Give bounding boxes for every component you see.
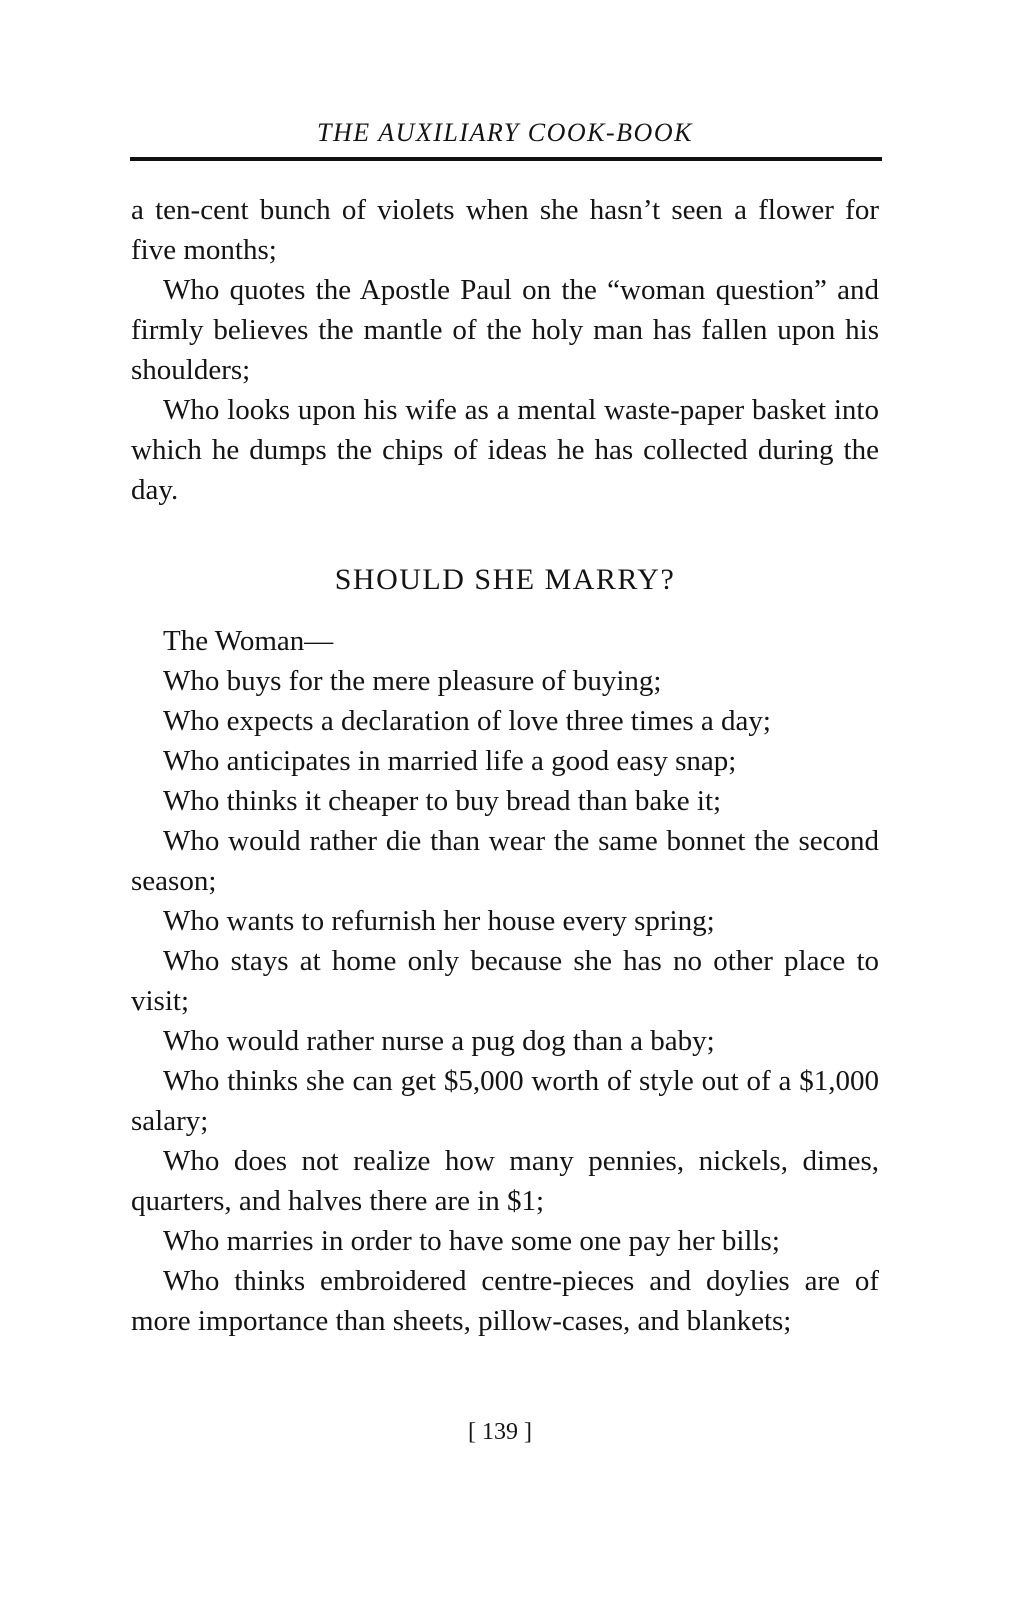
continued-text: [131, 190, 879, 510]
list-line: The Woman—: [163, 625, 334, 657]
list-line: Who anticipates in married life a good easy snap;: [163, 745, 737, 777]
list-line: Who thinks it cheaper to buy bread than bake it;: [163, 785, 722, 817]
paragraph: Who looks upon his wife as a mental waste-paper basket into which he dumps the chips of ideas he has collected during the day.: [131, 394, 879, 506]
header-rule: [130, 157, 882, 161]
page-number: [ 139 ]: [468, 1419, 532, 1445]
list-line: Who stays at home only because she has no other place to visit;: [131, 945, 879, 1017]
list-line: Who does not realize how many pennies, nickels, dimes, quarters, and halves there are in $1;: [131, 1145, 879, 1217]
list-line: Who thinks she can get $5,000 worth of style out of a $1,000 salary;: [131, 1065, 879, 1137]
list-line: Who thinks embroidered centre-pieces and doylies are of more importance than sheets, pillow-cases, and blankets;: [131, 1265, 879, 1337]
running-head: THE AUXILIARY COOK-BOOK: [317, 118, 693, 147]
paragraph: Who quotes the Apostle Paul on the “woman question” and firmly believes the mantle of the holy man has fallen upon his shoulders;: [131, 274, 879, 386]
list-line: Who marries in order to have some one pay her bills;: [163, 1225, 780, 1257]
list-line: Who buys for the mere pleasure of buying;: [163, 665, 662, 697]
list-line: Who would rather die than wear the same bonnet the second season;: [131, 825, 879, 897]
list-text: [131, 621, 879, 1341]
list-line: Who would rather nurse a pug dog than a baby;: [163, 1025, 715, 1057]
paragraph: a ten-cent bunch of violets when she hasn’t seen a flower for five months;: [131, 194, 879, 266]
section-heading: SHOULD SHE MARRY?: [334, 563, 676, 596]
list-line: Who wants to refurnish her house every spring;: [163, 905, 715, 937]
list-line: Who expects a declaration of love three times a day;: [163, 705, 771, 737]
